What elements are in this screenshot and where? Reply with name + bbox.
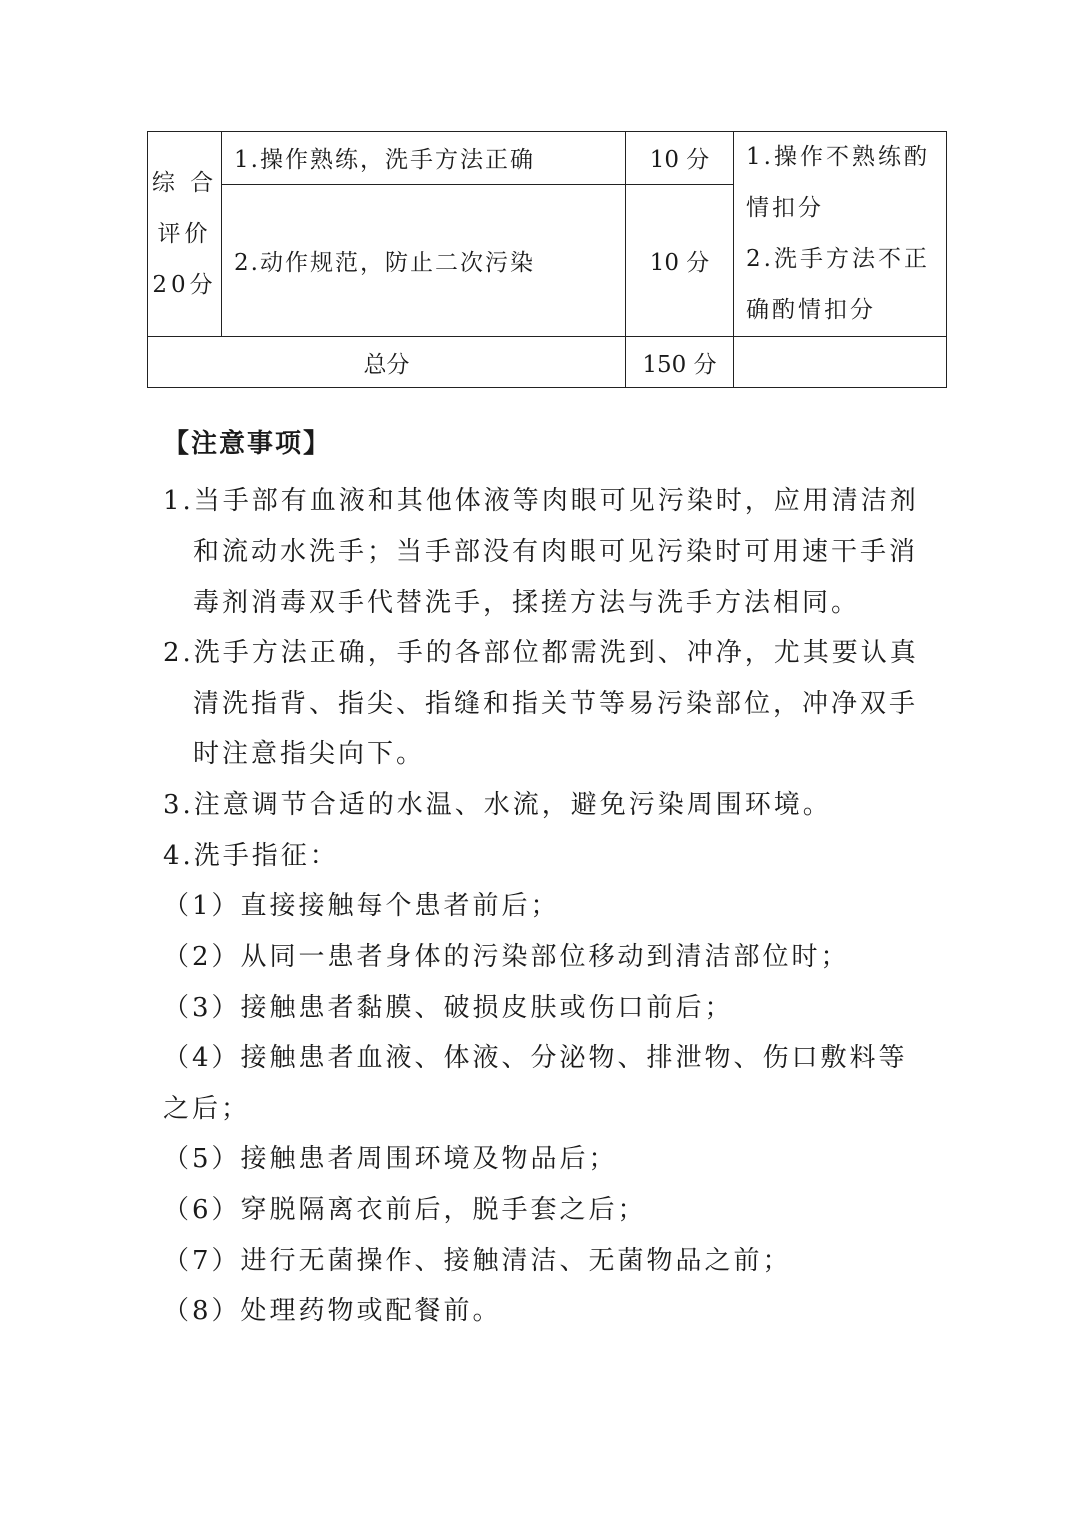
notes-title: 【注意事项】 [163, 429, 332, 459]
notes-line: （2）从同一患者身体的污染部位移动到清洁部位时； [163, 942, 850, 972]
note-line: 确酌情扣分 [746, 297, 876, 323]
notes-line: 1.当手部有血液和其他体液等肉眼可见污染时，应用清洁剂 [163, 486, 919, 516]
notes-line: （5）接触患者周围环境及物品后； [163, 1144, 618, 1174]
notes-line: 之后； [163, 1094, 251, 1124]
notes-line: （7）进行无菌操作、接触清洁、无菌物品之前； [163, 1246, 792, 1276]
score-cell: 10 分 [626, 184, 734, 337]
table-row [148, 132, 947, 185]
notes-line: 毒剂消毒双手代替洗手，揉搓方法与洗手方法相同。 [193, 588, 861, 618]
note-line: 情扣分 [746, 195, 824, 221]
category-cell [148, 132, 222, 337]
item-cell: 2.动作规范，防止二次污染 [222, 184, 626, 337]
total-note [734, 337, 947, 388]
notes-line: 3.注意调节合适的水温、水流，避免污染周围环境。 [163, 790, 832, 820]
category-line: 20分 [152, 271, 217, 298]
notes-line: 时注意指尖向下。 [193, 739, 426, 769]
note-line: 1.操作不熟练酌 [746, 144, 930, 170]
notes-line: 清洗指背、指尖、指缝和指关节等易污染部位，冲净双手 [193, 689, 919, 719]
item-cell: 1.操作熟练，洗手方法正确 [222, 132, 626, 185]
total-label: 总分 [148, 337, 626, 388]
score-cell: 10 分 [626, 132, 734, 185]
notes-line: 和流动水洗手；当手部没有肉眼可见污染时可用速干手消 [193, 537, 919, 567]
table-row-total [148, 337, 947, 388]
category-line: 评价 [157, 220, 212, 247]
notes-line: （1）直接接触每个患者前后； [163, 891, 560, 921]
notes-line: （6）穿脱隔离衣前后，脱手套之后； [163, 1195, 647, 1225]
notes-line: 2.洗手方法正确，手的各部位都需洗到、冲净，尤其要认真 [163, 638, 919, 668]
notes-line: 4.洗手指征： [163, 841, 339, 871]
category-line: 综 合 [151, 169, 218, 196]
deduction-note-cell [734, 132, 947, 337]
note-line: 2.洗手方法不正 [746, 246, 930, 272]
notes-line: （3）接触患者黏膜、破损皮肤或伤口前后； [163, 993, 734, 1023]
total-score: 150 分 [626, 337, 734, 388]
scoring-table [147, 131, 947, 388]
notes-line: （4）接触患者血液、体液、分泌物、排泄物、伤口敷料等 [163, 1043, 908, 1073]
notes-line: （8）处理药物或配餐前。 [163, 1296, 502, 1326]
